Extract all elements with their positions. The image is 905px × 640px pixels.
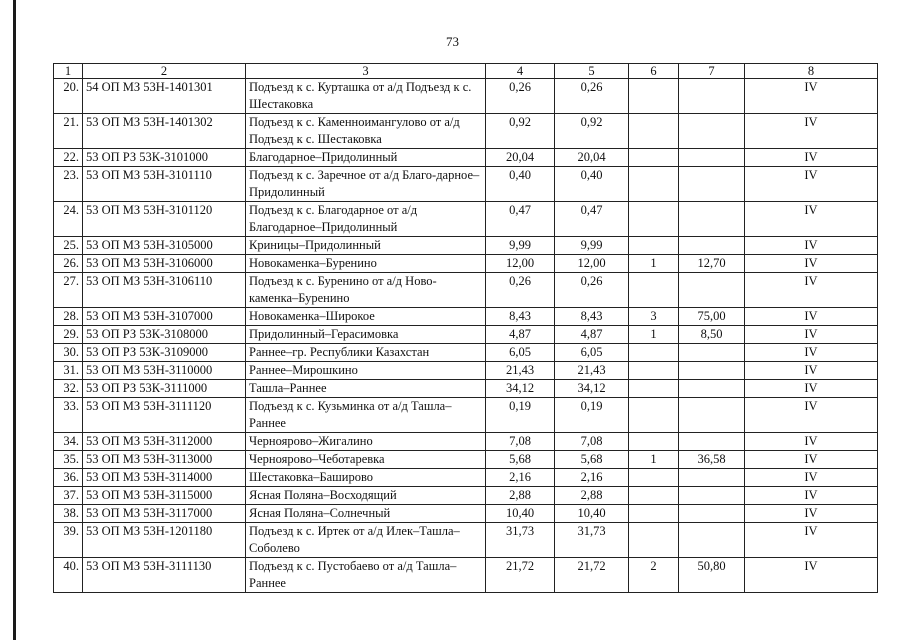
road-name: Подъезд к с. Курташка от а/д Подъезд к с. Шестаковка: [246, 79, 486, 114]
length-col5: 31,73: [555, 523, 629, 558]
category: IV: [745, 114, 878, 149]
length-col4: 31,73: [486, 523, 555, 558]
value-col6: 1: [629, 326, 679, 344]
road-code: 53 ОП МЗ 53Н-3107000: [83, 308, 246, 326]
row-number: 32.: [54, 380, 83, 398]
table-row: [54, 487, 878, 505]
length-col4: 0,26: [486, 79, 555, 114]
category: IV: [745, 79, 878, 114]
table-row: [54, 114, 878, 149]
table-row: [54, 451, 878, 469]
category: IV: [745, 149, 878, 167]
table-row: [54, 79, 878, 114]
row-number: 23.: [54, 167, 83, 202]
table-row: [54, 326, 878, 344]
row-number: 39.: [54, 523, 83, 558]
length-col5: 2,88: [555, 487, 629, 505]
length-col5: 21,72: [555, 558, 629, 593]
length-col4: 34,12: [486, 380, 555, 398]
value-col7: [679, 167, 745, 202]
road-code: 53 ОП МЗ 53Н-3111130: [83, 558, 246, 593]
length-col5: 2,16: [555, 469, 629, 487]
road-code: 53 ОП МЗ 53Н-3101110: [83, 167, 246, 202]
length-col5: 6,05: [555, 344, 629, 362]
table-row: [54, 433, 878, 451]
value-col7: [679, 433, 745, 451]
table-row: [54, 380, 878, 398]
length-col5: 10,40: [555, 505, 629, 523]
road-name: Черноярово–Чеботаревка: [246, 451, 486, 469]
road-code: 53 ОП МЗ 53Н-3101120: [83, 202, 246, 237]
column-header: 7: [679, 64, 745, 79]
column-header: 2: [83, 64, 246, 79]
value-col7: [679, 273, 745, 308]
value-col7: [679, 505, 745, 523]
road-name: Подъезд к с. Иртек от а/д Илек–Ташла–Соболево: [246, 523, 486, 558]
value-col6: [629, 505, 679, 523]
length-col4: 6,05: [486, 344, 555, 362]
category: IV: [745, 433, 878, 451]
row-number: 30.: [54, 344, 83, 362]
road-code: 53 ОП МЗ 53Н-3105000: [83, 237, 246, 255]
value-col6: [629, 487, 679, 505]
value-col6: [629, 398, 679, 433]
road-code: 53 ОП МЗ 53Н-3114000: [83, 469, 246, 487]
length-col5: 0,19: [555, 398, 629, 433]
row-number: 21.: [54, 114, 83, 149]
value-col6: [629, 149, 679, 167]
length-col5: 8,43: [555, 308, 629, 326]
table-row: [54, 469, 878, 487]
value-col6: 1: [629, 255, 679, 273]
value-col7: [679, 523, 745, 558]
row-number: 38.: [54, 505, 83, 523]
length-col5: 0,26: [555, 273, 629, 308]
row-number: 36.: [54, 469, 83, 487]
road-code: 53 ОП РЗ 53К-3109000: [83, 344, 246, 362]
row-number: 29.: [54, 326, 83, 344]
category: IV: [745, 202, 878, 237]
value-col6: 3: [629, 308, 679, 326]
value-col7: [679, 149, 745, 167]
value-col6: [629, 469, 679, 487]
value-col7: [679, 362, 745, 380]
column-header: 4: [486, 64, 555, 79]
road-name: Криницы–Придолинный: [246, 237, 486, 255]
length-col4: 20,04: [486, 149, 555, 167]
road-name: Новокаменка–Буренино: [246, 255, 486, 273]
length-col4: 0,47: [486, 202, 555, 237]
length-col4: 7,08: [486, 433, 555, 451]
length-col4: 21,72: [486, 558, 555, 593]
road-name: Раннее–гр. Республики Казахстан: [246, 344, 486, 362]
category: IV: [745, 505, 878, 523]
value-col6: [629, 79, 679, 114]
page-left-edge: [13, 0, 16, 640]
length-col4: 5,68: [486, 451, 555, 469]
value-col7: [679, 237, 745, 255]
category: IV: [745, 237, 878, 255]
value-col7: [679, 344, 745, 362]
road-name: Подъезд к с. Кузьминка от а/д Ташла– Раннее: [246, 398, 486, 433]
table-row: [54, 149, 878, 167]
column-header: 6: [629, 64, 679, 79]
table-row: [54, 398, 878, 433]
value-col6: 1: [629, 451, 679, 469]
length-col4: 9,99: [486, 237, 555, 255]
value-col6: [629, 273, 679, 308]
row-number: 24.: [54, 202, 83, 237]
row-number: 20.: [54, 79, 83, 114]
road-code: 53 ОП МЗ 53Н-3106110: [83, 273, 246, 308]
value-col7: 8,50: [679, 326, 745, 344]
road-code: 53 ОП РЗ 53К-3111000: [83, 380, 246, 398]
value-col6: [629, 362, 679, 380]
length-col4: 21,43: [486, 362, 555, 380]
row-number: 34.: [54, 433, 83, 451]
table-row: [54, 344, 878, 362]
category: IV: [745, 523, 878, 558]
column-header: 5: [555, 64, 629, 79]
length-col5: 0,40: [555, 167, 629, 202]
value-col6: [629, 344, 679, 362]
value-col7: [679, 398, 745, 433]
category: IV: [745, 273, 878, 308]
category: IV: [745, 469, 878, 487]
value-col7: [679, 202, 745, 237]
value-col6: [629, 433, 679, 451]
value-col6: [629, 380, 679, 398]
road-name: Подъезд к с. Пустобаево от а/д Ташла–Раннее: [246, 558, 486, 593]
category: IV: [745, 380, 878, 398]
table-row: [54, 255, 878, 273]
header-row: [54, 64, 878, 79]
table-row: [54, 202, 878, 237]
row-number: 40.: [54, 558, 83, 593]
length-col5: 5,68: [555, 451, 629, 469]
length-col5: 0,26: [555, 79, 629, 114]
value-col7: [679, 487, 745, 505]
road-code: 53 ОП МЗ 53Н-3117000: [83, 505, 246, 523]
length-col5: 0,92: [555, 114, 629, 149]
value-col6: [629, 523, 679, 558]
category: IV: [745, 308, 878, 326]
length-col4: 4,87: [486, 326, 555, 344]
table-row: [54, 167, 878, 202]
road-code: 53 ОП МЗ 53Н-3113000: [83, 451, 246, 469]
category: IV: [745, 558, 878, 593]
row-number: 31.: [54, 362, 83, 380]
length-col4: 0,19: [486, 398, 555, 433]
row-number: 28.: [54, 308, 83, 326]
length-col4: 2,16: [486, 469, 555, 487]
road-code: 53 ОП МЗ 53Н-3110000: [83, 362, 246, 380]
row-number: 35.: [54, 451, 83, 469]
length-col5: 34,12: [555, 380, 629, 398]
table-row: [54, 237, 878, 255]
road-name: Подъезд к с. Благодарное от а/д Благодарное–Придолинный: [246, 202, 486, 237]
row-number: 33.: [54, 398, 83, 433]
page-number: 73: [446, 34, 459, 49]
road-name: Новокаменка–Широкое: [246, 308, 486, 326]
length-col5: 21,43: [555, 362, 629, 380]
row-number: 37.: [54, 487, 83, 505]
road-code: 53 ОП МЗ 53Н-1401302: [83, 114, 246, 149]
road-name: Ясная Поляна–Восходящий: [246, 487, 486, 505]
value-col7: [679, 114, 745, 149]
value-col6: [629, 202, 679, 237]
value-col6: [629, 114, 679, 149]
table-row: [54, 558, 878, 593]
length-col5: 7,08: [555, 433, 629, 451]
length-col5: 12,00: [555, 255, 629, 273]
road-name: Ясная Поляна–Солнечный: [246, 505, 486, 523]
category: IV: [745, 451, 878, 469]
length-col4: 8,43: [486, 308, 555, 326]
length-col5: 20,04: [555, 149, 629, 167]
category: IV: [745, 487, 878, 505]
value-col6: 2: [629, 558, 679, 593]
length-col4: 10,40: [486, 505, 555, 523]
length-col5: 0,47: [555, 202, 629, 237]
row-number: 25.: [54, 237, 83, 255]
road-name: Шестаковка–Баширово: [246, 469, 486, 487]
value-col6: [629, 167, 679, 202]
category: IV: [745, 362, 878, 380]
table-row: [54, 273, 878, 308]
value-col7: 50,80: [679, 558, 745, 593]
length-col4: 0,40: [486, 167, 555, 202]
value-col7: [679, 380, 745, 398]
road-name: Ташла–Раннее: [246, 380, 486, 398]
table-row: [54, 362, 878, 380]
road-code: 53 ОП МЗ 53Н-3115000: [83, 487, 246, 505]
road-name: Подъезд к с. Каменноимангулово от а/д Подъезд к с. Шестаковка: [246, 114, 486, 149]
length-col4: 0,92: [486, 114, 555, 149]
column-header: 3: [246, 64, 486, 79]
road-code: 53 ОП МЗ 53Н-1201180: [83, 523, 246, 558]
column-header: 1: [54, 64, 83, 79]
road-name: Подъезд к с. Буренино от а/д Ново-каменка–Буренино: [246, 273, 486, 308]
length-col4: 0,26: [486, 273, 555, 308]
value-col6: [629, 237, 679, 255]
road-name: Придолинный–Герасимовка: [246, 326, 486, 344]
road-code: 53 ОП МЗ 53Н-3112000: [83, 433, 246, 451]
value-col7: 12,70: [679, 255, 745, 273]
roads-table: [53, 63, 878, 593]
category: IV: [745, 398, 878, 433]
road-name: Черноярово–Жигалино: [246, 433, 486, 451]
row-number: 22.: [54, 149, 83, 167]
value-col7: 75,00: [679, 308, 745, 326]
road-code: 53 ОП МЗ 53Н-3106000: [83, 255, 246, 273]
road-code: 54 ОП МЗ 53Н-1401301: [83, 79, 246, 114]
length-col5: 9,99: [555, 237, 629, 255]
road-name: Благодарное–Придолинный: [246, 149, 486, 167]
road-name: Раннее–Мирошкино: [246, 362, 486, 380]
column-header: 8: [745, 64, 878, 79]
road-name: Подъезд к с. Заречное от а/д Благо-дарное–Придолинный: [246, 167, 486, 202]
table-row: [54, 308, 878, 326]
category: IV: [745, 167, 878, 202]
value-col7: [679, 79, 745, 114]
table-row: [54, 505, 878, 523]
length-col4: 12,00: [486, 255, 555, 273]
category: IV: [745, 326, 878, 344]
value-col7: 36,58: [679, 451, 745, 469]
road-code: 53 ОП МЗ 53Н-3111120: [83, 398, 246, 433]
table-body: [54, 79, 878, 593]
row-number: 27.: [54, 273, 83, 308]
value-col7: [679, 469, 745, 487]
length-col5: 4,87: [555, 326, 629, 344]
row-number: 26.: [54, 255, 83, 273]
road-code: 53 ОП РЗ 53К-3108000: [83, 326, 246, 344]
road-code: 53 ОП РЗ 53К-3101000: [83, 149, 246, 167]
category: IV: [745, 344, 878, 362]
length-col4: 2,88: [486, 487, 555, 505]
category: IV: [745, 255, 878, 273]
table-row: [54, 523, 878, 558]
